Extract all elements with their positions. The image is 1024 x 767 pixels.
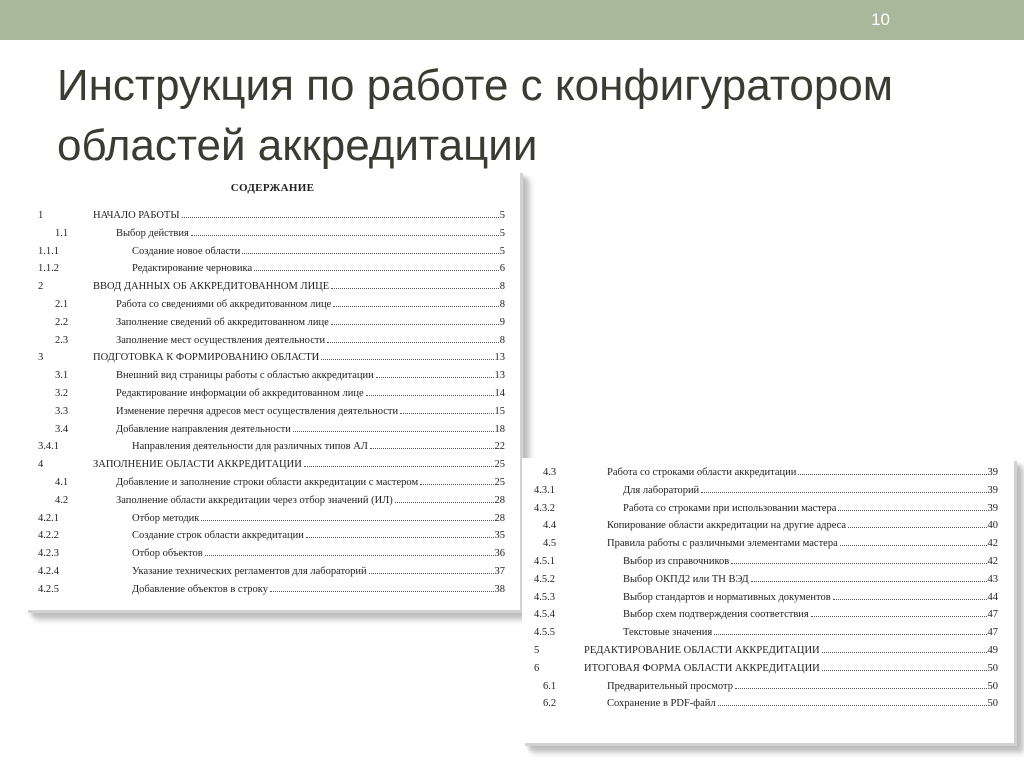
toc-entry — [25, 510, 520, 527]
toc-entry-number: 4.5.3 — [534, 591, 555, 603]
toc-entry-line — [116, 314, 505, 331]
toc-entry-title: Работа со сведениями об аккредитованном лице — [116, 299, 332, 310]
toc-entry-line — [607, 464, 998, 481]
toc-entry-number: 4.2.1 — [38, 512, 59, 524]
toc-leader-dots — [321, 359, 493, 360]
toc-entry — [522, 464, 1014, 481]
toc-entry-page: 39 — [987, 467, 998, 478]
toc-entry-page: 39 — [987, 502, 998, 514]
toc-leader-dots — [718, 705, 987, 706]
toc-entry-number: 4.4 — [543, 520, 557, 532]
toc-entry-line — [623, 571, 998, 588]
toc-entry-number: 4.2 — [55, 494, 69, 506]
toc-entry-line — [623, 500, 998, 517]
toc-leader-dots — [304, 466, 494, 467]
toc-entry-page: 8 — [499, 299, 505, 310]
toc-entry — [25, 296, 520, 313]
toc-leader-dots — [333, 306, 499, 307]
toc-entry — [522, 553, 1014, 570]
toc-entry-title: Создание строк области аккредитации — [132, 530, 304, 542]
toc-entry-title: Добавление направления деятельности — [116, 423, 291, 435]
toc-entry-line — [132, 545, 505, 562]
toc-entry-page: 43 — [987, 573, 998, 585]
toc-entry — [25, 385, 520, 402]
toc-entry-number: 4.2.5 — [38, 583, 59, 595]
toc-entry-title: Изменение перечня адресов мест осуществления деятельности — [116, 405, 399, 417]
toc-entry-number: 4.5.4 — [534, 609, 555, 621]
toc-entry-line — [132, 438, 505, 455]
toc-entry-number: 3 — [38, 352, 44, 364]
toc-entry-title: Добавление объектов в строку — [132, 583, 268, 595]
toc-entry-line — [93, 207, 505, 224]
toc-entry-page: 15 — [494, 405, 505, 417]
toc-entry-line — [93, 349, 505, 366]
toc-leader-dots — [840, 545, 987, 546]
header-bar — [0, 0, 1024, 40]
toc-entry — [25, 225, 520, 242]
toc-page-1 — [25, 170, 520, 610]
toc-entry-page: 36 — [494, 548, 505, 560]
toc-entry — [25, 421, 520, 438]
toc-entry — [25, 332, 520, 349]
toc-entry-title: Текстовые значения — [623, 627, 713, 639]
toc-entry-title: Редактирование черновика — [132, 263, 253, 275]
toc-entry — [25, 243, 520, 260]
toc-entry-title: Направления деятельности для различных типов АЛ — [132, 441, 368, 453]
toc-entry-line — [132, 243, 505, 260]
toc-entry-line — [116, 385, 505, 402]
toc-entry — [25, 563, 520, 580]
toc-entry-title: Выбор стандартов и нормативных документов — [623, 591, 831, 603]
toc-entry-page: 44 — [987, 591, 998, 603]
toc-entry — [522, 482, 1014, 499]
toc-entry — [522, 589, 1014, 606]
toc-entry-title: Добавление и заполнение строки области аккредитации с мастером — [116, 477, 419, 488]
toc-entry-line — [132, 581, 505, 598]
toc-entry — [522, 500, 1014, 517]
toc-entry-title: РЕДАКТИРОВАНИЕ ОБЛАСТИ АККРЕДИТАЦИИ — [584, 645, 820, 656]
toc-entry-title: Работа со строками при использовании мастера — [623, 502, 837, 514]
toc-entry-page: 28 — [494, 494, 505, 506]
toc-entry-page: 5 — [499, 210, 505, 221]
toc-entry-title: Копирование области аккредитации на другие адреса — [607, 520, 847, 532]
toc-entry-page: 47 — [987, 609, 998, 621]
toc-entry — [25, 581, 520, 598]
toc-leader-dots — [395, 502, 494, 503]
toc-entry-title: Выбор из справочников — [623, 556, 730, 567]
toc-entry-number: 2.1 — [55, 299, 69, 310]
toc-entry-title: Выбор схем подтверждения соответствия — [623, 609, 809, 621]
toc-entry — [522, 624, 1014, 641]
toc-entry-number: 4.1 — [55, 477, 69, 488]
toc-leader-dots — [191, 235, 499, 236]
toc-entry-line — [607, 678, 998, 695]
toc-entry — [25, 474, 520, 491]
toc-entry-number: 3.4 — [55, 423, 69, 435]
toc-leader-dots — [822, 652, 987, 653]
toc-entry — [25, 278, 520, 295]
toc-entry-number: 1 — [38, 210, 44, 221]
toc-entry-number: 4.3 — [543, 467, 557, 478]
toc-entry-title: Заполнение мест осуществления деятельности — [116, 334, 326, 346]
toc-entry-title: Работа со строками области аккредитации — [607, 467, 797, 478]
toc-entry — [522, 678, 1014, 695]
toc-entry — [522, 571, 1014, 588]
toc-entry — [25, 438, 520, 455]
toc-entry-number: 4.3.1 — [534, 484, 555, 496]
toc-entry-line — [132, 260, 505, 277]
toc-leader-dots — [400, 413, 493, 414]
toc-entry — [25, 545, 520, 562]
toc-entry-number: 1.1 — [55, 227, 69, 239]
toc-entry-title: ИТОГОВАЯ ФОРМА ОБЛАСТИ АККРЕДИТАЦИИ — [584, 662, 820, 674]
toc-entry — [522, 517, 1014, 534]
toc-entry-number: 2 — [38, 281, 44, 293]
toc-leader-dots — [735, 688, 986, 689]
toc-entry-page: 28 — [494, 512, 505, 524]
toc-leader-dots — [254, 270, 499, 271]
toc-entry-line — [116, 403, 505, 420]
toc-entry-number: 1.1.2 — [38, 263, 59, 275]
toc-entry-number: 4.2.2 — [38, 530, 59, 542]
toc-entry-line — [584, 660, 998, 677]
toc-entry-page: 50 — [987, 698, 998, 710]
toc-leader-dots — [270, 591, 494, 592]
toc-leader-dots — [205, 555, 494, 556]
toc-leader-dots — [701, 492, 986, 493]
toc-entry-page: 8 — [499, 334, 505, 346]
toc-entry-number: 3.4.1 — [38, 441, 59, 453]
toc-leader-dots — [822, 670, 987, 671]
toc-entry-title: ЗАПОЛНЕНИЕ ОБЛАСТИ АККРЕДИТАЦИИ — [93, 459, 302, 471]
toc-leader-dots — [366, 395, 494, 396]
toc-entry — [25, 367, 520, 384]
toc-entry-line — [623, 553, 998, 570]
toc-entry-page: 25 — [494, 459, 505, 471]
toc-entry-number: 4.2.3 — [38, 548, 59, 560]
toc-entry-line — [607, 695, 998, 712]
toc-entry-title: Внешний вид страницы работы с областью аккредитации — [116, 370, 374, 382]
toc-leader-dots — [848, 527, 986, 528]
toc-entry-page: 40 — [987, 520, 998, 532]
toc-entry-line — [584, 642, 998, 659]
toc-entry-title: Выбор действия — [116, 227, 189, 239]
toc-leader-dots — [376, 377, 494, 378]
toc-entry-page: 5 — [499, 227, 505, 239]
toc-entry-page: 37 — [494, 566, 505, 577]
toc-entry-number: 3.1 — [55, 370, 69, 382]
toc-leader-dots — [201, 520, 493, 521]
toc-entry — [25, 492, 520, 509]
toc-entry-number: 3.2 — [55, 388, 69, 399]
toc-entry-number: 6.1 — [543, 680, 557, 692]
toc-entry-number: 4.2.4 — [38, 566, 59, 577]
toc-entry-title: Отбор объектов — [132, 548, 203, 560]
toc-entry-line — [607, 535, 998, 552]
toc-entry-number: 2.3 — [55, 334, 69, 346]
toc-entry-title: Для лабораторий — [623, 484, 700, 496]
toc-entry — [25, 527, 520, 544]
toc-leader-dots — [811, 616, 987, 617]
toc-entry — [25, 349, 520, 366]
toc-leader-dots — [751, 581, 987, 582]
toc-entry-line — [623, 606, 998, 623]
toc-entry-number: 4.5.2 — [534, 573, 555, 585]
toc-entry — [522, 535, 1014, 552]
toc-entry-line — [116, 474, 505, 491]
toc-entry-page: 8 — [499, 281, 505, 293]
toc-leader-dots — [370, 448, 494, 449]
toc-entry-line — [116, 492, 505, 509]
toc-entry-page: 14 — [494, 388, 505, 399]
toc-entry-line — [116, 225, 505, 242]
slide-number: 10 — [871, 10, 890, 29]
toc-entry-number: 4 — [38, 459, 44, 471]
toc-leader-dots — [420, 484, 493, 485]
toc-entry-page: 22 — [494, 441, 505, 453]
toc-entry-line — [116, 332, 505, 349]
toc-entry-line — [623, 624, 998, 641]
toc-leader-dots — [798, 474, 986, 475]
toc-entry-title: ВВОД ДАННЫХ ОБ АККРЕДИТОВАННОМ ЛИЦЕ — [93, 281, 330, 293]
toc-entry-page: 35 — [494, 530, 505, 542]
slide-title-line-2: областей аккредитации — [57, 121, 538, 170]
toc-entry-page: 42 — [987, 556, 998, 567]
toc-entry-line — [93, 456, 505, 473]
toc-entry-page: 49 — [987, 645, 998, 656]
toc-page-2 — [522, 458, 1014, 743]
toc-entry-page: 50 — [987, 680, 998, 692]
toc-entry — [25, 403, 520, 420]
toc-leader-dots — [331, 324, 499, 325]
toc-entry-line — [116, 296, 505, 313]
toc-entry — [522, 695, 1014, 712]
toc-entry-line — [623, 589, 998, 606]
toc-entry-line — [132, 527, 505, 544]
toc-entry-page: 6 — [499, 263, 505, 275]
toc-entry — [522, 642, 1014, 659]
toc-leader-dots — [714, 634, 986, 635]
toc-entry-page: 18 — [494, 423, 505, 435]
toc-entry-title: Предварительный просмотр — [607, 680, 734, 692]
toc-entry — [522, 660, 1014, 677]
toc-entry-title: Выбор ОКПД2 или ТН ВЭД — [623, 573, 749, 585]
toc-entry-line — [623, 482, 998, 499]
toc-entry-page: 42 — [987, 538, 998, 550]
toc-entry-line — [132, 563, 505, 580]
toc-entry — [25, 456, 520, 473]
toc-leader-dots — [242, 253, 498, 254]
toc-entry-page: 5 — [499, 245, 505, 257]
toc-entry-title: Указание технических регламентов для лабораторий — [132, 566, 367, 577]
toc-entry-title: НАЧАЛО РАБОТЫ — [93, 210, 180, 221]
toc-entry-number: 3.3 — [55, 405, 69, 417]
toc-entry-line — [116, 367, 505, 384]
slide-title-line-1: Инструкция по работе с конфигуратором — [57, 61, 894, 110]
toc-leader-dots — [833, 599, 987, 600]
toc-entry-page: 13 — [494, 370, 505, 382]
slide-title — [57, 56, 997, 176]
toc-entry-page: 38 — [494, 583, 505, 595]
toc-entry-number: 4.3.2 — [534, 502, 555, 514]
toc-entry — [25, 314, 520, 331]
toc-entry-title: ПОДГОТОВКА К ФОРМИРОВАНИЮ ОБЛАСТИ — [93, 352, 320, 364]
toc-leader-dots — [293, 431, 494, 432]
toc-entry-page: 47 — [987, 627, 998, 639]
toc-entry-number: 4.5.1 — [534, 556, 555, 567]
toc-entry — [25, 207, 520, 224]
toc-entry-line — [93, 278, 505, 295]
toc-entry — [25, 260, 520, 277]
toc-leader-dots — [182, 217, 499, 218]
toc-entry-line — [132, 510, 505, 527]
toc-leader-dots — [306, 537, 494, 538]
toc-entry-number: 1.1.1 — [38, 245, 59, 257]
toc-entry-page: 25 — [494, 477, 505, 488]
toc-entry-line — [607, 517, 998, 534]
toc-entry-title: Редактирование информации об аккредитованном лице — [116, 388, 364, 399]
toc-entry-line — [116, 421, 505, 438]
toc-heading: СОДЕРЖАНИЕ — [230, 182, 315, 194]
toc-entry-page: 9 — [499, 316, 505, 328]
toc-leader-dots — [331, 288, 499, 289]
toc-entry-title: Заполнение области аккредитации через отбор значений (ИЛ) — [116, 494, 393, 506]
toc-entry-number: 6 — [534, 662, 540, 674]
toc-leader-dots — [731, 563, 986, 564]
toc-entry-page: 39 — [987, 484, 998, 496]
toc-entry-title: Правила работы с различными элементами мастера — [607, 538, 838, 550]
toc-entry-page: 13 — [494, 352, 505, 364]
toc-entry-number: 5 — [534, 645, 540, 656]
toc-entry-page: 50 — [987, 662, 998, 674]
toc-entry-title: Сохранение в PDF-файл — [607, 698, 716, 710]
toc-entry-number: 6.2 — [543, 698, 557, 710]
toc-entry-number: 4.5.5 — [534, 627, 555, 639]
toc-entry-title: Отбор методик — [132, 512, 200, 524]
toc-entry-title: Создание новое области — [132, 245, 241, 257]
toc-entry-number: 2.2 — [55, 316, 69, 328]
toc-leader-dots — [327, 342, 499, 343]
toc-leader-dots — [838, 510, 986, 511]
toc-entry-number: 4.5 — [543, 538, 557, 550]
toc-entry-title: Заполнение сведений об аккредитованном лице — [116, 316, 329, 328]
toc-entry — [522, 606, 1014, 623]
toc-leader-dots — [369, 573, 494, 574]
